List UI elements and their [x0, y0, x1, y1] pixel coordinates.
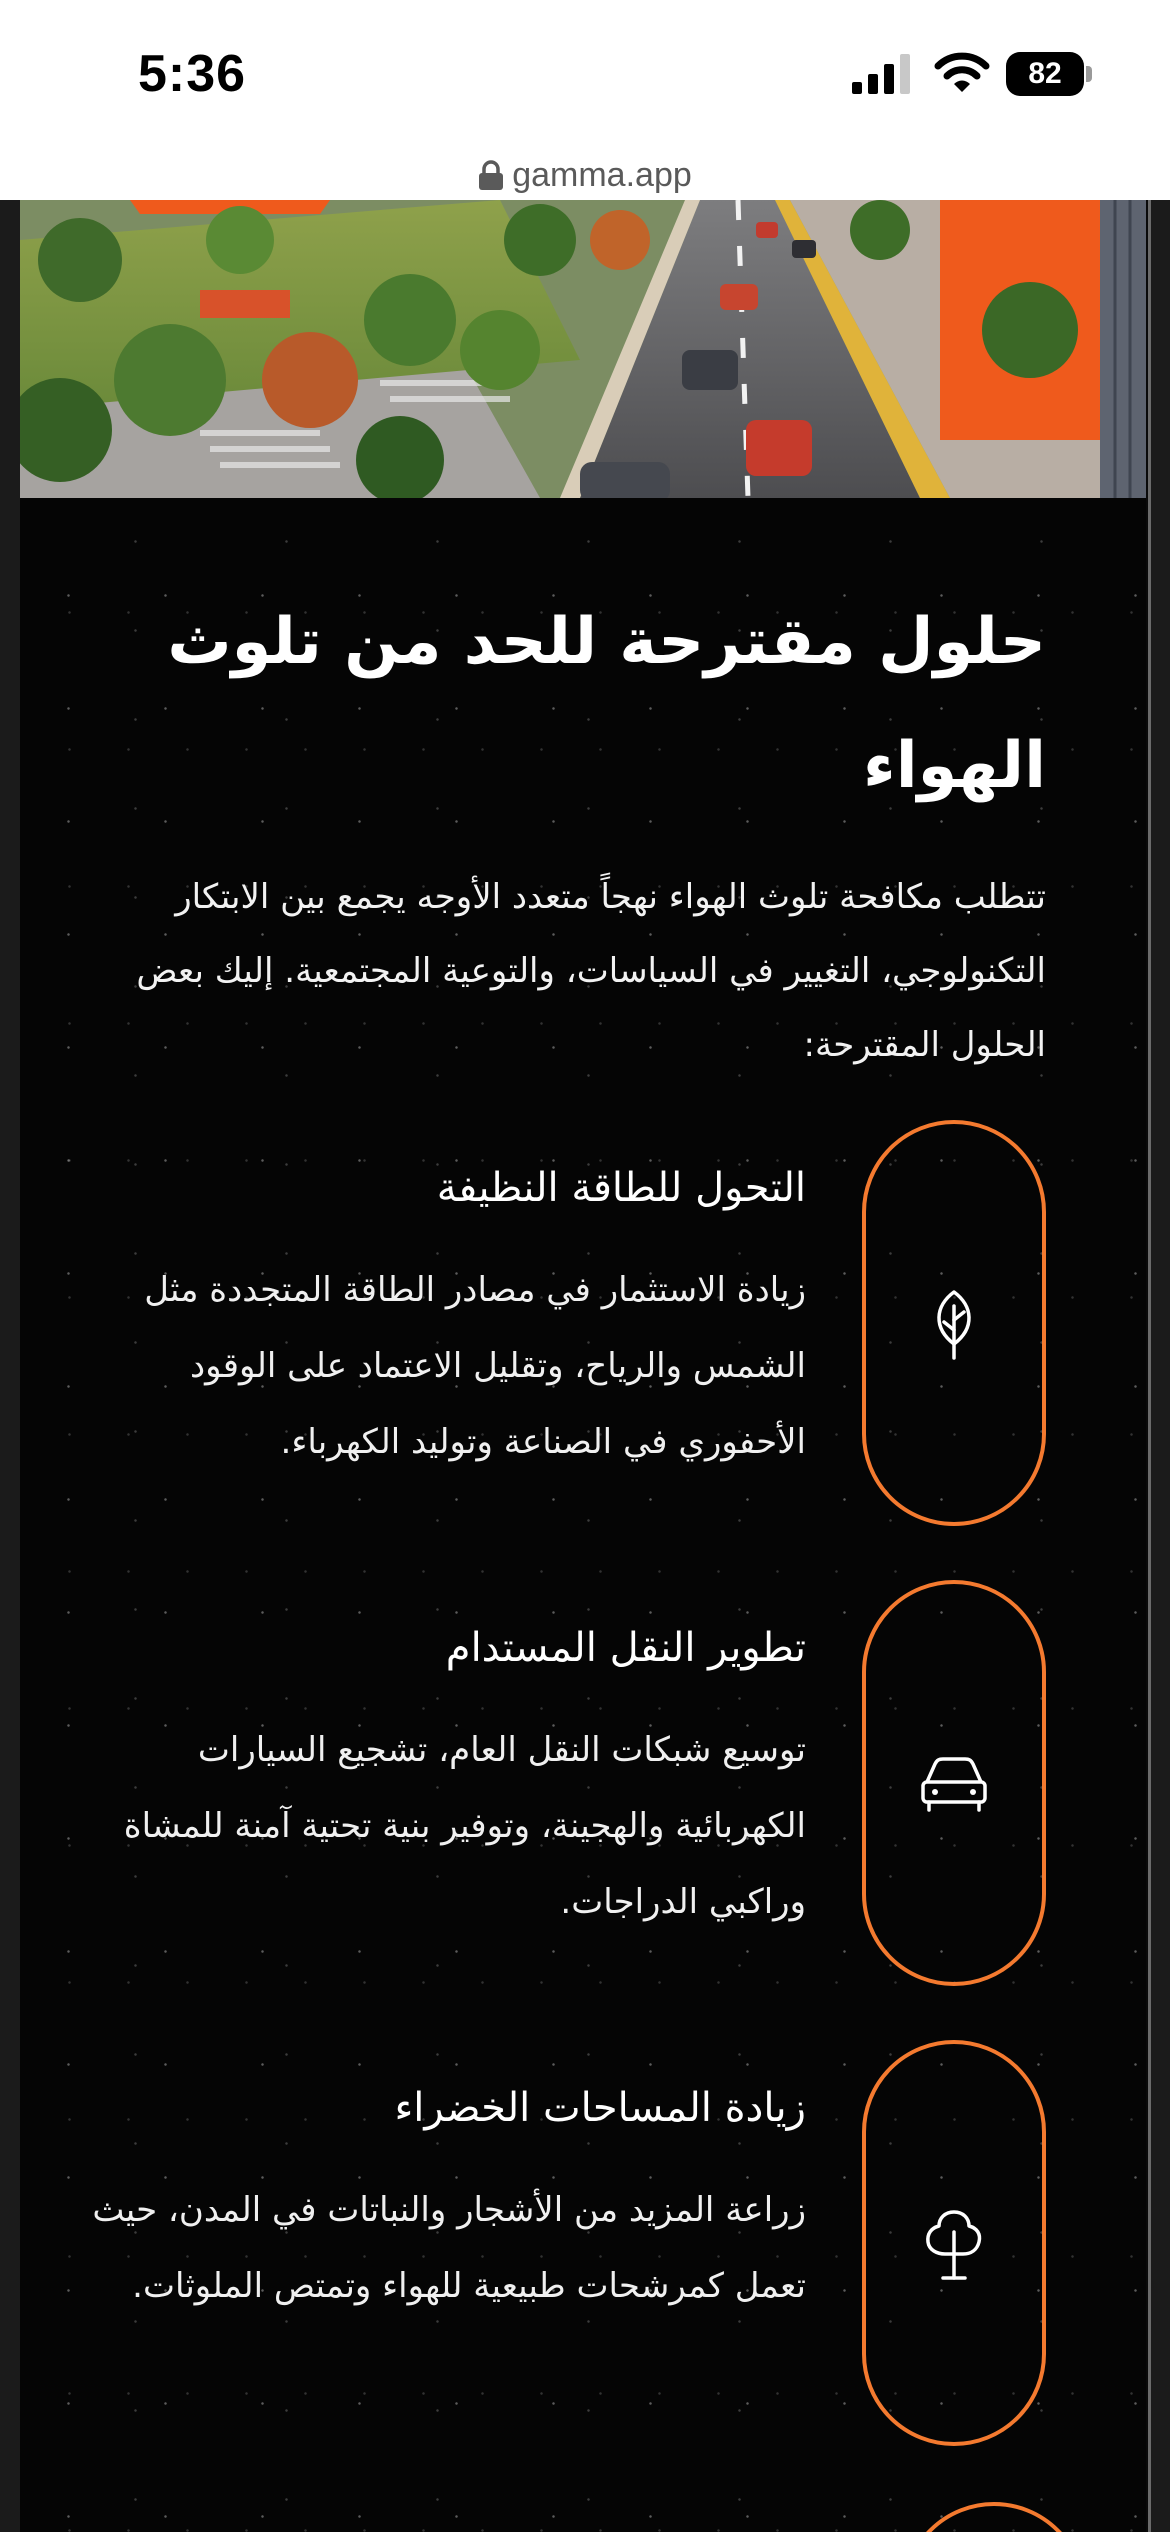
content-card [20, 200, 1146, 2532]
feature-icon-frame [862, 1580, 1046, 1986]
address-bar[interactable] [0, 150, 1170, 200]
leaf-icon [915, 1284, 993, 1362]
tree-icon [915, 2204, 993, 2282]
feature-description: توسيع شبكات النقل العام، تشجيع السيارات الكهربائية والهجينة، وتوفير بنية تحتية آمنة للمشاة وراكبي الدراجات. [123, 1730, 806, 1922]
feature-heading: زيادة المساحات الخضراء [394, 2085, 806, 2131]
feature-heading: تطوير النقل المستدام [445, 1625, 806, 1671]
battery-cap [1086, 66, 1092, 82]
feature-heading: التحول للطاقة النظيفة [436, 1165, 806, 1211]
battery-indicator [1006, 52, 1090, 96]
feature-description: زيادة الاستثمار في مصادر الطاقة المتجددة مثل الشمس والرياح، وتقليل الاعتماد على الوقود الأحفوري في الصناعة وتوليد الكهرباء. [144, 1270, 806, 1462]
hero-image [20, 200, 1146, 498]
feature-icon-frame [862, 1120, 1046, 1526]
status-time: 5:36 [138, 45, 247, 103]
feature-description: زراعة المزيد من الأشجار والنباتات في المدن، حيث تعمل كمرشحات طبيعية للهواء وتمتص الملوثات. [92, 2190, 806, 2306]
page-edge-right [1148, 200, 1170, 2532]
status-bar [0, 0, 1170, 150]
next-feature-icon-frame [902, 2502, 1086, 2532]
page-title: حلول مقترحة للحد من تلوث الهواء [167, 605, 1046, 803]
intro-paragraph: تتطلب مكافحة تلوث الهواء نهجاً متعدد الأوجه يجمع بين الابتكار التكنولوجي، التغيير في السياسات، والتوعية المجتمعية. إليك بعض الحلول المقترحة: [136, 877, 1046, 1065]
url-text[interactable]: gamma.app [512, 155, 692, 194]
lock-icon [478, 160, 504, 190]
feature-icon-frame [862, 2040, 1046, 2446]
car-icon [915, 1744, 993, 1822]
feature-sustainable-transport [80, 1580, 1046, 1994]
feature-clean-energy [80, 1120, 1046, 1534]
battery-level: 82 [1006, 52, 1084, 96]
page-content[interactable] [0, 200, 1170, 2532]
feature-green-spaces [80, 2040, 1046, 2454]
cellular-signal-icon [852, 54, 914, 94]
wifi-icon [934, 50, 990, 94]
